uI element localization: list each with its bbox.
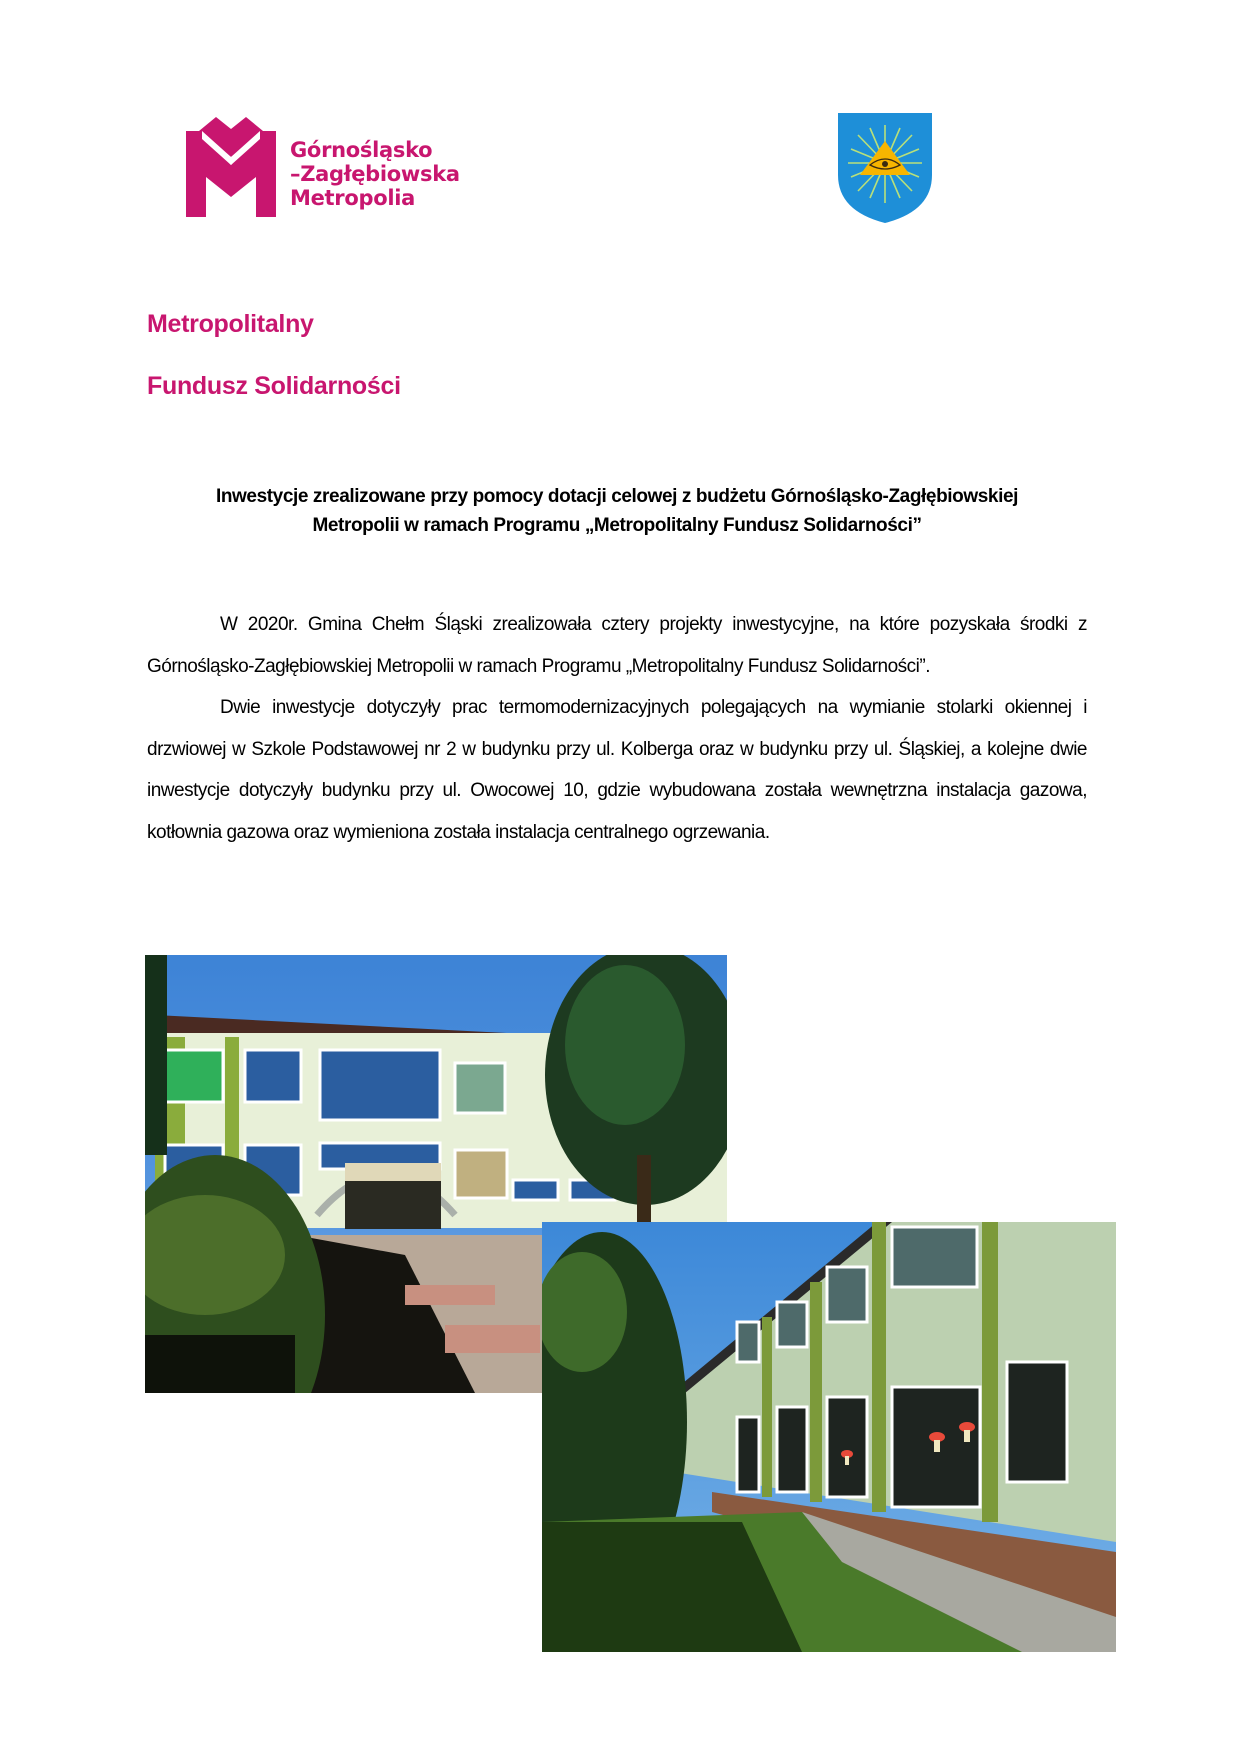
subtitle-line: Metropolii w ramach Programu „Metropolitalny Fundusz Solidarności” [312, 515, 922, 536]
title-line-2: Fundusz Solidarności [147, 372, 401, 400]
subtitle [147, 482, 1087, 540]
coat-of-arms-icon [838, 113, 932, 223]
gzm-logo-line: –Zagłębiowska [290, 162, 460, 186]
paragraph: Dwie inwestycje dotyczyły prac termomodernizacyjnych polegających na wymianie stolarki okiennej i drzwiowej w Szkole Podstawowej nr 2 w budynku przy ul. Kolberga oraz w budynku przy ul. Śląskiej, a kolejne dwie inwestycje dotyczyły budynku przy ul. Owocowej 10, gdzie wybudowana została wewnętrzna instalacja gazowa, kotłownia gazowa oraz wymieniona została instalacja centralnego ogrzewania. [147, 697, 1087, 843]
title-line-1: Metropolitalny [147, 310, 314, 338]
gzm-logo-text [290, 138, 460, 210]
body-text [147, 604, 1087, 853]
gzm-logo-line: Metropolia [290, 186, 415, 210]
gzm-logo-icon [186, 117, 276, 217]
photo-school-side-facade [542, 1222, 1116, 1652]
gzm-logo-line: Górnośląsko [290, 138, 433, 162]
subtitle-line: Inwestycje zrealizowane przy pomocy dotacji celowej z budżetu Górnośląsko-Zagłębiowskiej [215, 486, 1019, 507]
paragraph: W 2020r. Gmina Chełm Śląski zrealizowała cztery projekty inwestycyjne, na które pozyskała środki z Górnośląsko-Zagłębiowskiej Metropolii w ramach Programu „Metropolitalny Fundusz Solidarności”. [147, 614, 1087, 677]
